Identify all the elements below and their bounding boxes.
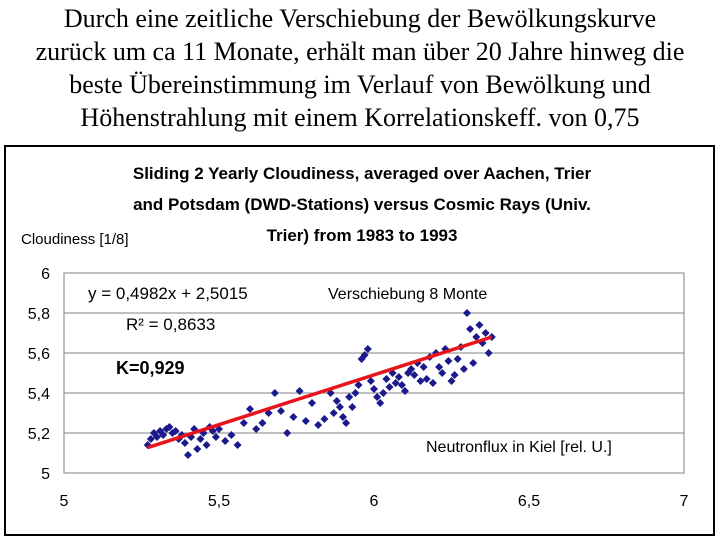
k-value-label: K=0,929	[116, 358, 185, 378]
x-tick-label: 6,5	[517, 493, 541, 510]
y-tick-label: 5,4	[27, 386, 50, 403]
y-axis-label: Cloudiness [1/8]	[21, 231, 129, 248]
chart-title	[133, 164, 592, 245]
x-tick-label: 6	[369, 493, 379, 510]
x-tick-label: 5	[59, 493, 69, 510]
x-tick-label: 7	[679, 493, 689, 510]
chart-title-line: Trier) from 1983 to 1993	[266, 226, 458, 245]
regression-equation: y = 0,4982x + 2,5015	[88, 284, 248, 303]
r-squared-label: R² = 0,8633	[126, 315, 216, 334]
shift-annotation: Verschiebung 8 Monte	[328, 286, 488, 303]
x-tick-labels	[60, 493, 689, 510]
y-tick-label: 6	[41, 266, 50, 283]
caption-line: Höhenstrahlung mit einem Korrelationskeff. von 0,75	[80, 103, 640, 132]
chart-title-line: Sliding 2 Yearly Cloudiness, averaged over Aachen, Trier	[132, 164, 592, 183]
chart-panel	[4, 145, 715, 536]
y-tick-label: 5	[41, 466, 50, 483]
y-tick-label: 5,2	[27, 426, 50, 443]
caption-line: beste Übereinstimmung im Verlauf von Bewölkung und	[69, 70, 651, 99]
y-tick-label: 5,6	[27, 346, 50, 363]
slide-caption	[0, 2, 720, 134]
x-axis-label: Neutronflux in Kiel [rel. U.]	[426, 439, 612, 456]
caption-line: zurück um ca 11 Monate, erhält man über 20 Jahre hinweg die	[35, 37, 685, 66]
y-tick-labels	[28, 266, 50, 483]
scatter-chart	[6, 147, 713, 534]
x-tick-label: 5,5	[207, 493, 231, 510]
y-tick-label: 5,8	[27, 306, 50, 323]
chart-title-line: and Potsdam (DWD-Stations) versus Cosmic Rays (Univ.	[133, 195, 591, 214]
caption-line: Durch eine zeitliche Verschiebung der Bewölkungskurve	[63, 4, 657, 33]
